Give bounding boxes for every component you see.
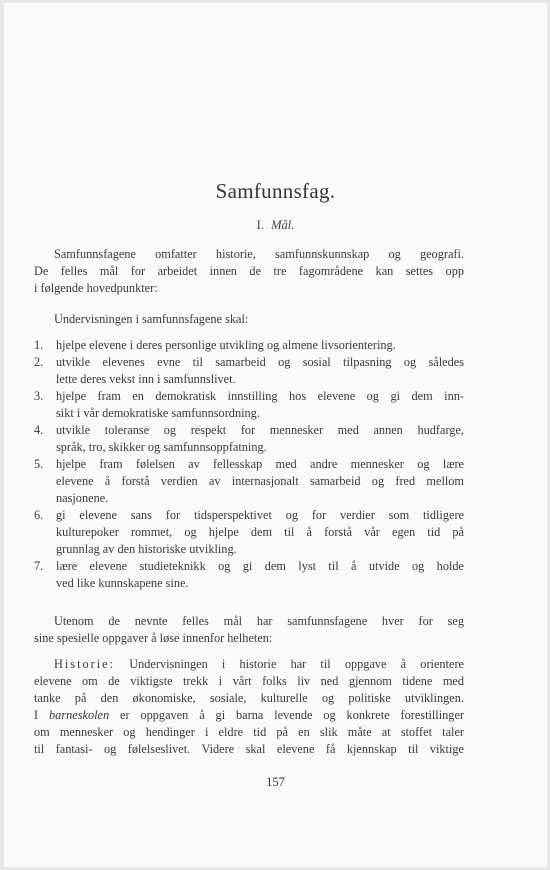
history-line: om mennesker og hendinger i eldre tid på en slik måte at stoffet taler (34, 725, 464, 739)
item-number: 4. (34, 423, 44, 437)
item-number: 6. (34, 508, 44, 522)
item-line: hjelpe fram følelsen av fellesskap med andre mennesker og lære (56, 457, 464, 471)
item-line: lette deres vekst inn i samfunnslivet. (56, 372, 236, 386)
intro-line: i følgende hovedpunkter: (34, 281, 158, 295)
item-number: 3. (34, 389, 44, 403)
history-line (34, 707, 464, 724)
list-item (34, 354, 464, 388)
item-text (56, 422, 464, 456)
item-line: hjelpe elevene i deres personlige utvikling og almene livsorientering. (56, 338, 396, 352)
history-line: tanke på den økonomiske, sosiale, kulturelle og politiske utviklingen. (34, 691, 464, 705)
outro-line: Utenom de nevnte felles mål har samfunnsfagene hver for seg (54, 614, 464, 628)
page-number: 157 (266, 775, 285, 789)
list-item (34, 388, 464, 422)
outro-line: sine spesielle oppgaver å løse innenfor helheten: (34, 631, 273, 645)
intro-line: De felles mål for arbeidet innen de tre fagområdene kan settes opp (34, 264, 464, 278)
outro-paragraph (34, 613, 464, 647)
history-line: til fantasi- og følelseslivet. Videre skal elevene få kjennskap til viktige (34, 742, 464, 756)
list-item (34, 456, 464, 507)
item-line: lære elevene studieteknikk og gi dem lyst til å utvide og holde (56, 559, 464, 573)
history-line-text: I (34, 708, 39, 722)
list-item (34, 422, 464, 456)
item-line: hjelpe fram en demokratisk innstilling hos elevene og gi dem inn- (56, 389, 464, 403)
list-item (34, 558, 464, 592)
item-line: elevene å forstå verdien av internasjonalt samarbeid og fred mellom (56, 474, 464, 488)
history-line-text: er oppgaven å gi barna levende og konkrete forestillinger (120, 708, 464, 722)
item-line: kulturepoker rommet, og hjelpe dem til å forstå vår egen tid på (56, 525, 464, 539)
item-text (56, 507, 464, 558)
item-text (56, 388, 464, 422)
history-line (34, 656, 464, 673)
list-intro: Undervisningen i samfunnsfagene skal: (54, 312, 249, 326)
history-line: elevene om de viktigste trekk i vårt folks liv ned gjennom tidene med (34, 674, 464, 688)
goals-list (34, 337, 464, 592)
item-line: språk, tro, skikker og samfunnsoppfatning. (56, 440, 267, 454)
item-text (56, 456, 464, 507)
item-line: grunnlag av den historiske utvikling. (56, 542, 237, 556)
history-label: Historie: (54, 657, 116, 671)
item-line: gi elevene sans for tidsperspektivet og for verdier som tidligere (56, 508, 464, 522)
item-line: utvikle toleranse og respekt for mennesker med annen hudfarge, (56, 423, 464, 437)
item-text (56, 558, 464, 592)
item-line: ved like kunnskapene sine. (56, 576, 189, 590)
item-text (56, 337, 464, 354)
intro-paragraph (34, 246, 464, 297)
section-number: I. (256, 218, 264, 232)
item-line: nasjonene. (56, 491, 109, 505)
history-line-text: Undervisningen i historie har til oppgave å orientere (129, 657, 464, 671)
item-line: sikt i vår demokratiske samfunnsordning. (56, 406, 260, 420)
intro-line: Samfunnsfagene omfatter historie, samfunnskunnskap og geografi. (54, 247, 464, 261)
section-name: Mål. (271, 218, 295, 232)
page-title: Samfunnsfag. (215, 179, 336, 203)
item-line: utvikle elevenes evne til samarbeid og sosial tilpasning og således (56, 355, 464, 369)
list-item (34, 337, 464, 354)
item-number: 1. (34, 338, 44, 352)
item-number: 2. (34, 355, 44, 369)
item-number: 5. (34, 457, 44, 471)
item-number: 7. (34, 559, 44, 573)
list-intro-paragraph (34, 311, 464, 328)
section-heading (4, 218, 547, 233)
document-page (4, 3, 547, 867)
history-paragraph (34, 656, 464, 758)
emphasized-term: barneskolen (49, 708, 110, 722)
item-text (56, 354, 464, 388)
list-item (34, 507, 464, 558)
